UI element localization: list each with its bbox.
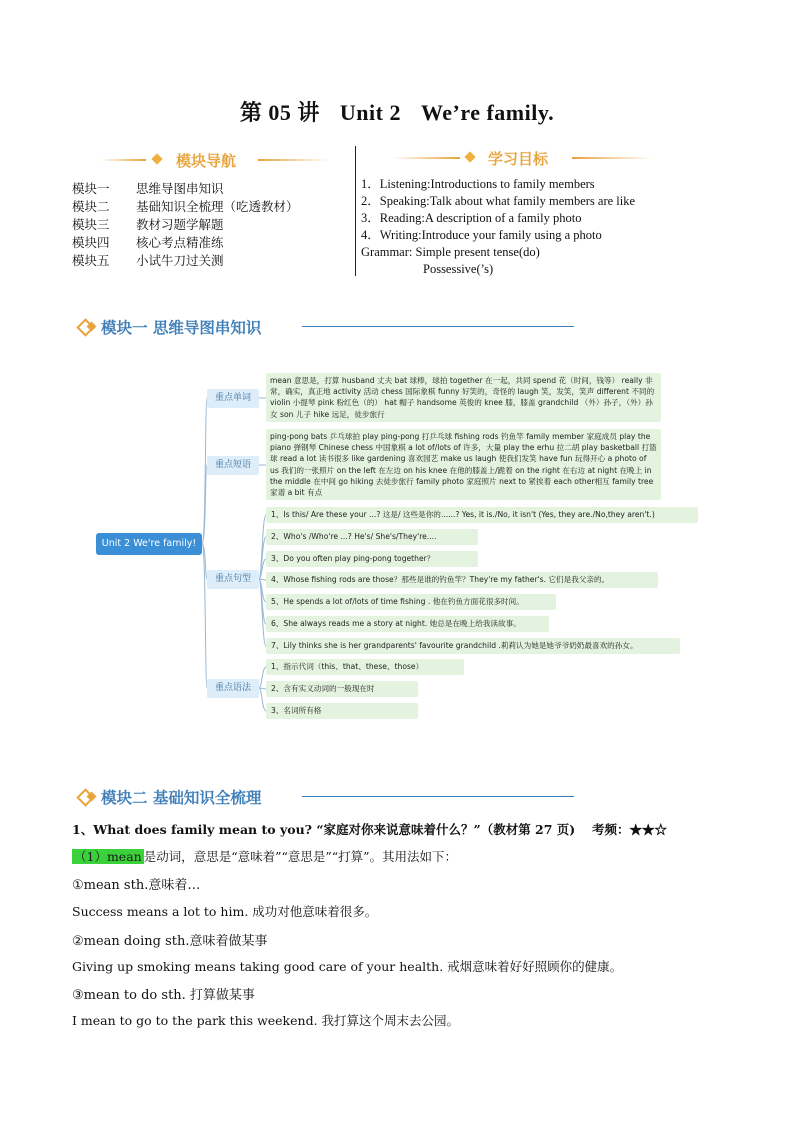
goal-item: 3．Reading:A description of a family photo bbox=[361, 211, 582, 225]
question-1-frequency: 考频：★★☆ bbox=[592, 822, 668, 837]
nav-heading-line-left bbox=[100, 159, 146, 161]
mindmap-category-grammar: 重点语法 bbox=[207, 679, 259, 698]
goal-item: 1．Listening:Introductions to family members bbox=[361, 177, 595, 191]
mean-explanation-text: 是动词，意思是“意味着”“意思是”“打算”。其用法如下： bbox=[143, 849, 458, 864]
nav-heading-diamond bbox=[151, 153, 162, 164]
mindmap-leaf-grammar: 2、含有实义动词的一般现在时 bbox=[266, 681, 418, 697]
learning-goals bbox=[361, 176, 635, 278]
module-nav-item: 模块二 基础知识全梳理（吃透教材） bbox=[72, 199, 299, 214]
mindmap-leaf-sentence: 2、Who's /Who're ...? He's/ She's/They're.... bbox=[266, 529, 478, 545]
mindmap-leaf-grammar: 3、名词所有格 bbox=[266, 703, 418, 719]
mindmap-leaf-grammar: 1、指示代词（this、that、these、those） bbox=[266, 659, 464, 675]
goal-item: 4．Writing:Introduce your family using a photo bbox=[361, 228, 602, 242]
section-1-rule bbox=[302, 326, 574, 327]
usage-3-example: I mean to go to the park this weekend. 我打算这个周末去公园。 bbox=[72, 1013, 460, 1028]
module-nav-item: 模块一 思维导图串知识 bbox=[72, 181, 224, 196]
mindmap-leaf-sentence: 3、Do you often play ping-pong together？ bbox=[266, 551, 478, 567]
mindmap-leaf-sentence: 1、Is this/ Are these your ...? 这是/ 这些是你的......? Yes, it is./No, it isn't (Yes, they are./No,they aren't.) bbox=[266, 507, 698, 523]
mindmap-leaf-sentence: 6、She always reads me a story at night. 她总是在晚上给我读故事。 bbox=[266, 616, 549, 632]
usage-1-example: Success means a lot to him. 成功对他意味着很多。 bbox=[72, 904, 378, 919]
usage-3-head: ③mean to do sth. 打算做某事 bbox=[72, 988, 255, 1003]
mindmap-leaf-words: mean 意思是，打算 husband 丈夫 bat 球棒，球拍 together 在一起，共同 spend 花（时间，钱等） really 非常，确实，真正地 activity 活动 chess 国际象棋 funny 好笑的，奇怪的 laugh 笑，发笑，笑声 different 不同的 violin 小提琴 pink 粉红色（的） hat 帽子 handsome 英俊的 knee 膝，膝盖 grandchild （外）孙子，（外）孙女 son 儿子 hike 远足，徒步旅行 bbox=[266, 373, 661, 422]
module-nav-item: 模块四 核心考点精准练 bbox=[72, 235, 224, 250]
goal-item: 2．Speaking:Talk about what family members are like bbox=[361, 194, 636, 208]
mindmap-leaf-sentence: 4、Whose fishing rods are those？那些是谁的钓鱼竿？They're my father's. 它们是我父亲的。 bbox=[266, 572, 658, 588]
usage-2-example: Giving up smoking means taking good care of your health. 戒烟意味着好好照顾你的健康。 bbox=[72, 959, 623, 974]
section-2-heading: 模块二 基础知识全梳理 bbox=[101, 789, 262, 807]
module-nav-item: 模块三 教材习题学解题 bbox=[72, 217, 224, 232]
mindmap-category-sentences: 重点句型 bbox=[207, 570, 259, 589]
question-1: 1、What does family mean to you? “家庭对你来说意味着什么？”（教材第 27 页) bbox=[72, 822, 576, 837]
module-nav-list bbox=[72, 180, 299, 270]
nav-heading-line-right bbox=[258, 159, 328, 161]
page-title: 第 05 讲 Unit 2 We’re family. bbox=[239, 100, 555, 125]
column-divider bbox=[355, 146, 356, 276]
section-1-heading: 模块一 思维导图串知识 bbox=[101, 319, 262, 337]
mindmap-leaf-phrases: ping-pong bats 乒乓球拍 play ping-pong 打乒乓球 fishing rods 钓鱼竿 family member 家庭成员 play the piano 弹钢琴 Chinese chess 中国象棋 a lot of/lots of 许多，大量 play the erhu 拉二胡 play basketball 打篮球 read a lot 读书很多 like gardening 喜欢园艺 make us laugh 使我们发笑 have fun 玩得开心 a photo of us 我们的一张照片 on the left 在左边 on his knee 在他的膝盖上/跪着 on the right 在右边 at night 在晚上 in the middle 在中间 go hiking 去徒步旅行 family photo 家庭照片 next to 紧挨着 each other相互 family tree 家谱 a bit 有点 bbox=[266, 429, 661, 500]
nav-heading: 模块导航 bbox=[176, 152, 237, 170]
goals-heading: 学习目标 bbox=[488, 150, 549, 168]
grammar-line: Grammar: Simple present tense(do) bbox=[361, 245, 540, 259]
mean-highlight: （1）mean bbox=[74, 849, 142, 864]
mindmap-leaf-sentence: 7、Lily thinks she is her grandparents' favourite grandchild .莉莉认为她是她爷爷奶奶最喜欢的孙女。 bbox=[266, 638, 680, 654]
goals-heading-line-right bbox=[572, 157, 652, 159]
goals-heading-diamond bbox=[464, 151, 475, 162]
section-2-rule bbox=[302, 796, 574, 797]
grammar-line-2: Possessive(’s) bbox=[423, 262, 494, 276]
mindmap-leaf-sentence: 5、He spends a lot of/lots of time fishing . 他在钓鱼方面花很多时间。 bbox=[266, 594, 556, 610]
usage-2-head: ②mean doing sth.意味着做某事 bbox=[72, 934, 268, 949]
mindmap-category-phrases: 重点短语 bbox=[207, 456, 259, 475]
module-nav-item: 模块五 小试牛刀过关测 bbox=[72, 253, 224, 268]
mindmap-category-words: 重点单词 bbox=[207, 389, 259, 408]
mean-explanation bbox=[72, 847, 457, 865]
goals-heading-line-left bbox=[392, 157, 460, 159]
usage-1-head: ①mean sth.意味着… bbox=[72, 878, 201, 893]
mindmap-root: Unit 2 We're family! bbox=[96, 533, 202, 555]
